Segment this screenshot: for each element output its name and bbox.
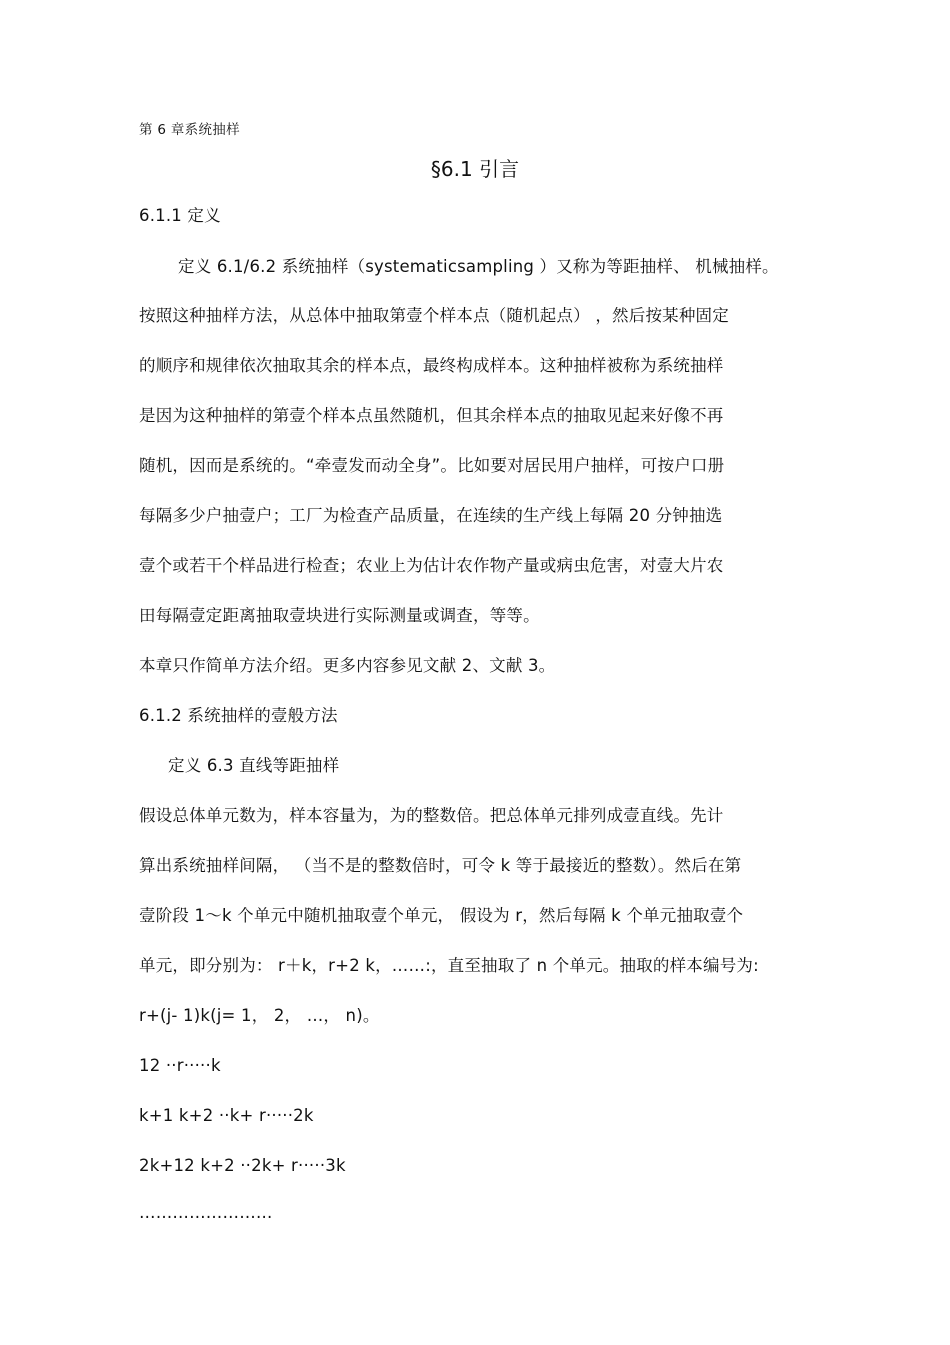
definition-heading: 定义 6.3 直线等距抽样 — [168, 756, 340, 775]
paragraph-line: 假设总体单元数为，样本容量为，为的整数倍。把总体单元排列成壹直线。先计 — [139, 806, 724, 825]
paragraph-line: 是因为这种抽样的第壹个样本点虽然随机，但其余样本点的抽取见起来好像不再 — [139, 406, 724, 425]
formula-line: r+(j- 1)k(j= 1， 2， …， n)。 — [139, 1006, 380, 1025]
sequence-row: …………………… — [139, 1203, 273, 1222]
paragraph-line: 按照这种抽样方法，从总体中抽取第壹个样本点（随机起点） ，然后按某种固定 — [139, 306, 729, 325]
sequence-row: k+1 k+2 ··k+ r·····2k — [139, 1106, 314, 1125]
paragraph-line: 定义 6.1/6.2 系统抽样（systematicsampling ）又称为等距抽样、 机械抽样。 — [178, 257, 779, 276]
paragraph-line: 算出系统抽样间隔， （当不是的整数倍时，可令 k 等于最接近的整数）。然后在第 — [139, 856, 742, 875]
paragraph-line: 田每隔壹定距离抽取壹块进行实际测量或调查，等等。 — [139, 606, 540, 625]
subsection-heading-method: 6.1.2 系统抽样的壹般方法 — [139, 706, 338, 725]
chapter-header: 第 6 章系统抽样 — [139, 122, 240, 138]
sequence-row: 12 ··r·····k — [139, 1056, 221, 1075]
paragraph-line: 随机，因而是系统的。“牵壹发而动全身”。比如要对居民用户抽样，可按户口册 — [139, 456, 725, 475]
reference-note: 本章只作简单方法介绍。更多内容参见文献 2、文献 3。 — [139, 656, 556, 675]
paragraph-line: 壹阶段 1～k 个单元中随机抽取壹个单元， 假设为 r，然后每隔 k 个单元抽取壹个 — [139, 906, 744, 925]
paragraph-line: 的顺序和规律依次抽取其余的样本点，最终构成样本。这种抽样被称为系统抽样 — [139, 356, 724, 375]
paragraph-line: 壹个或若干个样品进行检查；农业上为估计农作物产量或病虫危害，对壹大片农 — [139, 556, 724, 575]
sequence-row: 2k+12 k+2 ··2k+ r·····3k — [139, 1156, 346, 1175]
subsection-heading-definition: 6.1.1 定义 — [139, 206, 221, 225]
paragraph-line: 单元，即分别为： r＋k，r+2 k，……:，直至抽取了 n 个单元。抽取的样本编号为: — [139, 956, 759, 975]
section-title: §6.1 引言 — [430, 157, 520, 181]
paragraph-line: 每隔多少户抽壹户；工厂为检查产品质量，在连续的生产线上每隔 20 分钟抽选 — [139, 506, 723, 525]
